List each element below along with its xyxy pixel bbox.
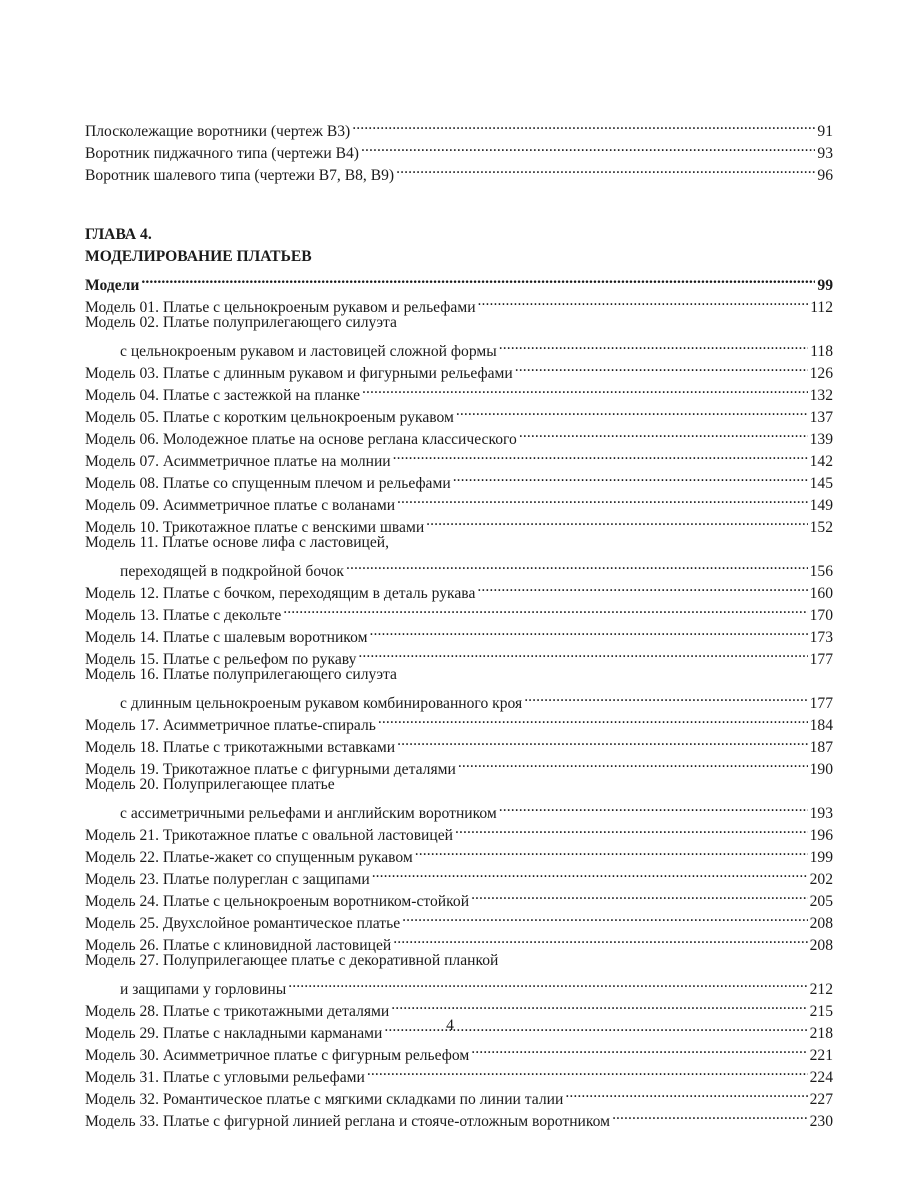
section-entry — [85, 268, 833, 294]
toc-entry-title: Модель 20. Полуприлегающее платье — [85, 776, 335, 793]
toc-entry-title: Модель 31. Платье с угловыми рельефами — [85, 1069, 365, 1086]
toc-entry-title: Модель 25. Двухслойное романтическое платье — [85, 915, 401, 932]
toc-entry-page: 137 — [809, 409, 833, 426]
toc-entry-page: 91 — [817, 123, 833, 140]
leader-dots — [288, 972, 807, 994]
toc-entry-page: 208 — [809, 937, 833, 954]
toc-entry-page: 177 — [809, 695, 833, 712]
toc-entry-page: 184 — [809, 717, 833, 734]
leader-dots — [524, 686, 807, 708]
leader-dots — [391, 994, 807, 1016]
toc-entry-page: 187 — [809, 739, 833, 756]
toc-entry-page: 132 — [809, 387, 833, 404]
toc-entry-title: Модель 29. Платье с накладными карманами — [85, 1025, 383, 1042]
leader-dots — [396, 158, 815, 180]
toc-entry-title: Модель 33. Платье с фигурной линией реглана и стояче-отложным воротником — [85, 1113, 611, 1130]
toc-entry-title: Модель 17. Асимметричное платье-спираль — [85, 717, 376, 734]
leader-dots — [519, 422, 808, 444]
toc-entry-page: 160 — [809, 585, 833, 602]
toc-entry-page: 156 — [809, 563, 833, 580]
leader-dots — [358, 642, 807, 664]
toc-entry-title: Модель 07. Асимметричное платье на молнии — [85, 453, 391, 470]
toc-entry-title: с ассиметричными рельефами и английским воротником — [120, 805, 497, 822]
toc-entry — [85, 774, 833, 796]
toc-entry-page: 205 — [809, 893, 833, 910]
toc-entry-title: Модель 22. Платье-жакет со спущенным рукавом — [85, 849, 413, 866]
toc-entry-page: 177 — [809, 651, 833, 668]
leader-dots — [477, 576, 807, 598]
toc-entry-page: 96 — [817, 167, 833, 184]
toc-entry-continuation — [85, 334, 833, 360]
toc-entry-title: Модель 19. Трикотажное платье с фигурными деталями — [85, 761, 456, 778]
toc-entry-page: 93 — [817, 145, 833, 162]
leader-dots — [346, 554, 808, 576]
toc-entry-title: Модель 02. Платье полуприлегающего силуэта — [85, 314, 397, 331]
toc-entry-page: 190 — [809, 761, 833, 778]
toc-entry — [85, 950, 833, 972]
toc-entry-title: Модель 21. Трикотажное платье с овальной ластовицей — [85, 827, 454, 844]
toc-entry-title: Модель 03. Платье с длинным рукавом и фигурными рельефами — [85, 365, 513, 382]
toc-entry-page: 139 — [809, 431, 833, 448]
toc-entry-page: 112 — [810, 299, 833, 316]
toc-entry-title: Воротник шалевого типа (чертежи В7, В8, В9) — [85, 167, 395, 184]
leader-dots — [402, 906, 807, 928]
toc-entry-title: Модель 26. Платье с клиновидной ластовицей — [85, 937, 392, 954]
toc-entry-title: Воротник пиджачного типа (чертежи В4) — [85, 145, 359, 162]
leader-dots — [426, 510, 807, 532]
chapter-title: МОДЕЛИРОВАНИЕ ПЛАТЬЕВ — [85, 248, 312, 265]
leader-dots — [372, 862, 808, 884]
page-number: 4 — [446, 1017, 454, 1034]
leader-dots — [471, 884, 808, 906]
toc-entry-title: и защипами у горловины — [120, 981, 287, 998]
leader-dots — [499, 796, 808, 818]
toc-entry-page: 227 — [809, 1091, 833, 1108]
toc-entry-title: Плосколежащие воротники (чертеж В3) — [85, 123, 351, 140]
toc-entry-title: Модель 16. Платье полуприлегающего силуэта — [85, 666, 397, 683]
leader-dots — [415, 840, 808, 862]
toc-entry-title: Модель 28. Платье с трикотажными деталями — [85, 1003, 390, 1020]
toc-entry-page: 196 — [809, 827, 833, 844]
leader-dots — [499, 334, 808, 356]
toc-entry — [85, 114, 833, 140]
toc-entry-title: Модель 11. Платье основе лифа с ластовицей, — [85, 534, 390, 551]
toc-entry-title: с длинным цельнокроеным рукавом комбинированного кроя — [120, 695, 523, 712]
toc-entry-title: с цельнокроеным рукавом и ластовицей сложной формы — [120, 343, 497, 360]
leader-dots — [515, 356, 808, 378]
toc-entry — [85, 532, 833, 554]
leader-dots — [456, 400, 808, 422]
toc-entry-title: Модель 27. Полуприлегающее платье с декоративной планкой — [85, 952, 499, 969]
toc-entry-title: Модель 09. Асимметричное платье с воланами — [85, 497, 396, 514]
toc-entry — [85, 664, 833, 686]
leader-dots — [455, 818, 808, 840]
toc-entry-title: Модель 01. Платье с цельнокроеным рукавом и рельефами — [85, 299, 476, 316]
leader-dots — [458, 752, 808, 774]
toc-entry-page: 193 — [809, 805, 833, 822]
toc-entry-continuation — [85, 686, 833, 712]
toc-entry-title: Модель 24. Платье с цельнокроеным воротником-стойкой — [85, 893, 470, 910]
leader-dots — [362, 378, 808, 400]
leader-dots — [478, 290, 809, 312]
toc-entry-title: Модель 12. Платье с бочком, переходящим в деталь рукава — [85, 585, 476, 602]
toc-entry-continuation — [85, 796, 833, 822]
toc-entry-page: 149 — [809, 497, 833, 514]
toc-entry-page: 152 — [809, 519, 833, 536]
toc-entry-title: Модель 05. Платье с коротким цельнокроеным рукавом — [85, 409, 454, 426]
toc-entry-page: 215 — [809, 1003, 833, 1020]
toc-entry-page: 145 — [809, 475, 833, 492]
toc-entry-page: 170 — [809, 607, 833, 624]
toc-entry-page: 230 — [809, 1113, 833, 1130]
toc-entry-continuation — [85, 972, 833, 998]
leader-dots — [378, 708, 808, 730]
leader-dots — [141, 268, 815, 290]
leader-dots — [393, 444, 808, 466]
leader-dots — [397, 730, 808, 752]
leader-dots — [361, 136, 815, 158]
section-title: Модели — [85, 277, 140, 294]
toc-entries-list — [85, 290, 833, 1130]
leader-dots — [565, 1082, 807, 1104]
toc-entry-continuation — [85, 554, 833, 580]
leader-dots — [367, 1060, 808, 1082]
toc-entry-page: 208 — [809, 915, 833, 932]
chapter-label: ГЛАВА 4. — [85, 226, 152, 243]
toc-entry-page: 126 — [809, 365, 833, 382]
toc-entry-title: Модель 04. Платье с застежкой на планке — [85, 387, 360, 404]
toc-entry-page: 173 — [809, 629, 833, 646]
leader-dots — [397, 488, 808, 510]
section-page: 99 — [817, 277, 833, 294]
toc-entry-page: 202 — [809, 871, 833, 888]
toc-entry-title: Модель 06. Молодежное платье на основе реглана классического — [85, 431, 517, 448]
toc-entry-title: Модель 14. Платье с шалевым воротником — [85, 629, 368, 646]
toc-entry-title: Модель 15. Платье с рельефом по рукаву — [85, 651, 357, 668]
toc-entry-page: 224 — [809, 1069, 833, 1086]
toc-entry-title: Модель 10. Трикотажное платье с венскими швами — [85, 519, 425, 536]
toc-entry-page: 118 — [810, 343, 833, 360]
toc-entry-page: 218 — [809, 1025, 833, 1042]
toc-entry — [85, 290, 833, 316]
toc-entry-page: 199 — [809, 849, 833, 866]
toc-page — [85, 114, 833, 1130]
leader-dots — [283, 598, 807, 620]
leader-dots — [369, 620, 807, 642]
toc-entry-title: Модель 13. Платье с декольте — [85, 607, 282, 624]
toc-entry-page: 221 — [809, 1047, 833, 1064]
toc-entry-page: 142 — [809, 453, 833, 470]
leader-dots — [352, 114, 815, 136]
toc-entry-title: Модель 18. Платье с трикотажными вставками — [85, 739, 396, 756]
leader-dots — [471, 1038, 807, 1060]
toc-entry-title: Модель 32. Романтическое платье с мягкими складками по линии талии — [85, 1091, 564, 1108]
leader-dots — [393, 928, 807, 950]
toc-entry-page: 212 — [809, 981, 833, 998]
leader-dots — [612, 1104, 808, 1126]
toc-entry-title: Модель 08. Платье со спущенным плечом и рельефами — [85, 475, 451, 492]
toc-entry-title: переходящей в подкройной бочок — [120, 563, 344, 580]
toc-entry-title: Модель 30. Асимметричное платье с фигурным рельефом — [85, 1047, 470, 1064]
leader-dots — [453, 466, 808, 488]
toc-entry-title: Модель 23. Платье полуреглан с защипами — [85, 871, 370, 888]
